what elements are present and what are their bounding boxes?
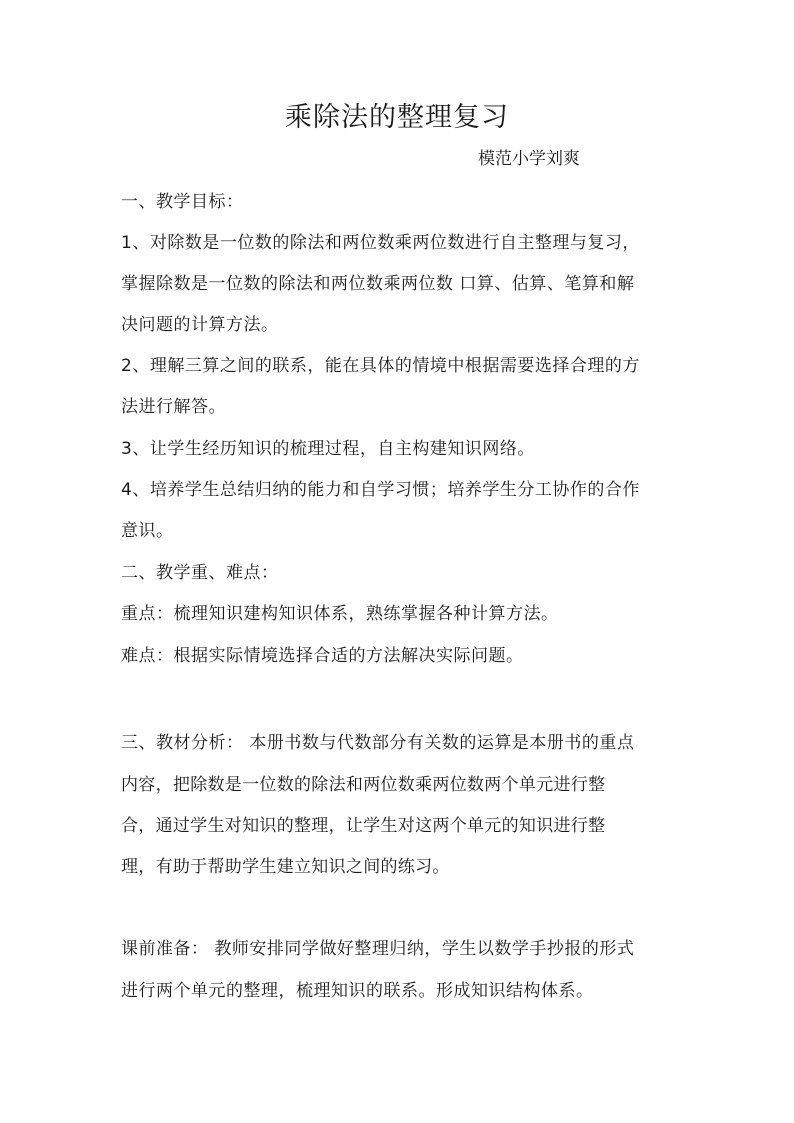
objective-4-line-2: 意识。 xyxy=(121,521,174,541)
objective-1-line-1: 1、对除数是一位数的除法和两位数乘两位数进行自主整理与复习， xyxy=(121,233,640,253)
objective-2-line-1: 2、理解三算之间的联系，能在具体的情境中根据需要选择合理的方 xyxy=(121,356,640,376)
section-heading-key-points: 二、教学重、难点： xyxy=(121,563,279,583)
textbook-analysis-line-3: 合，通过学生对知识的整理，让学生对这两个单元的知识进行整 xyxy=(121,816,606,836)
difficult-point-line: 难点：根据实际情境选择合适的方法解决实际问题。 xyxy=(121,646,524,666)
textbook-analysis-line-2: 内容，把除数是一位数的除法和两位数乘两位数两个单元进行整 xyxy=(121,775,606,795)
preparation-line-1: 课前准备： 教师安排同学做好整理归纳，学生以数学手抄报的形式 xyxy=(121,939,635,959)
objective-1-line-3: 决问题的计算方法。 xyxy=(121,315,279,335)
key-point-line: 重点：梳理知识建构知识体系，熟练掌握各种计算方法。 xyxy=(121,604,559,624)
objective-4-line-1: 4、培养学生总结归纳的能力和自学习惯；培养学生分工协作的合作 xyxy=(121,480,640,500)
author-line: 模范小学刘爽 xyxy=(478,149,580,169)
textbook-analysis-line-1: 三、教材分析： 本册书数与代数部分有关数的运算是本册书的重点 xyxy=(121,733,635,753)
preparation-line-2: 进行两个单元的整理，梳理知识的联系。形成知识结构体系。 xyxy=(121,981,594,1001)
textbook-analysis-line-4: 理，有助于帮助学生建立知识之间的练习。 xyxy=(121,857,450,877)
objective-3-line: 3、让学生经历知识的梳理过程，自主构建知识网络。 xyxy=(121,439,535,459)
objective-1-line-2: 掌握除数是一位数的除法和两位数乘两位数 口算、估算、笔算和解 xyxy=(121,274,635,294)
document-title: 乘除法的整理复习 xyxy=(285,102,509,133)
objective-2-line-2: 法进行解答。 xyxy=(121,397,226,417)
section-heading-objectives: 一、教学目标： xyxy=(121,192,244,212)
